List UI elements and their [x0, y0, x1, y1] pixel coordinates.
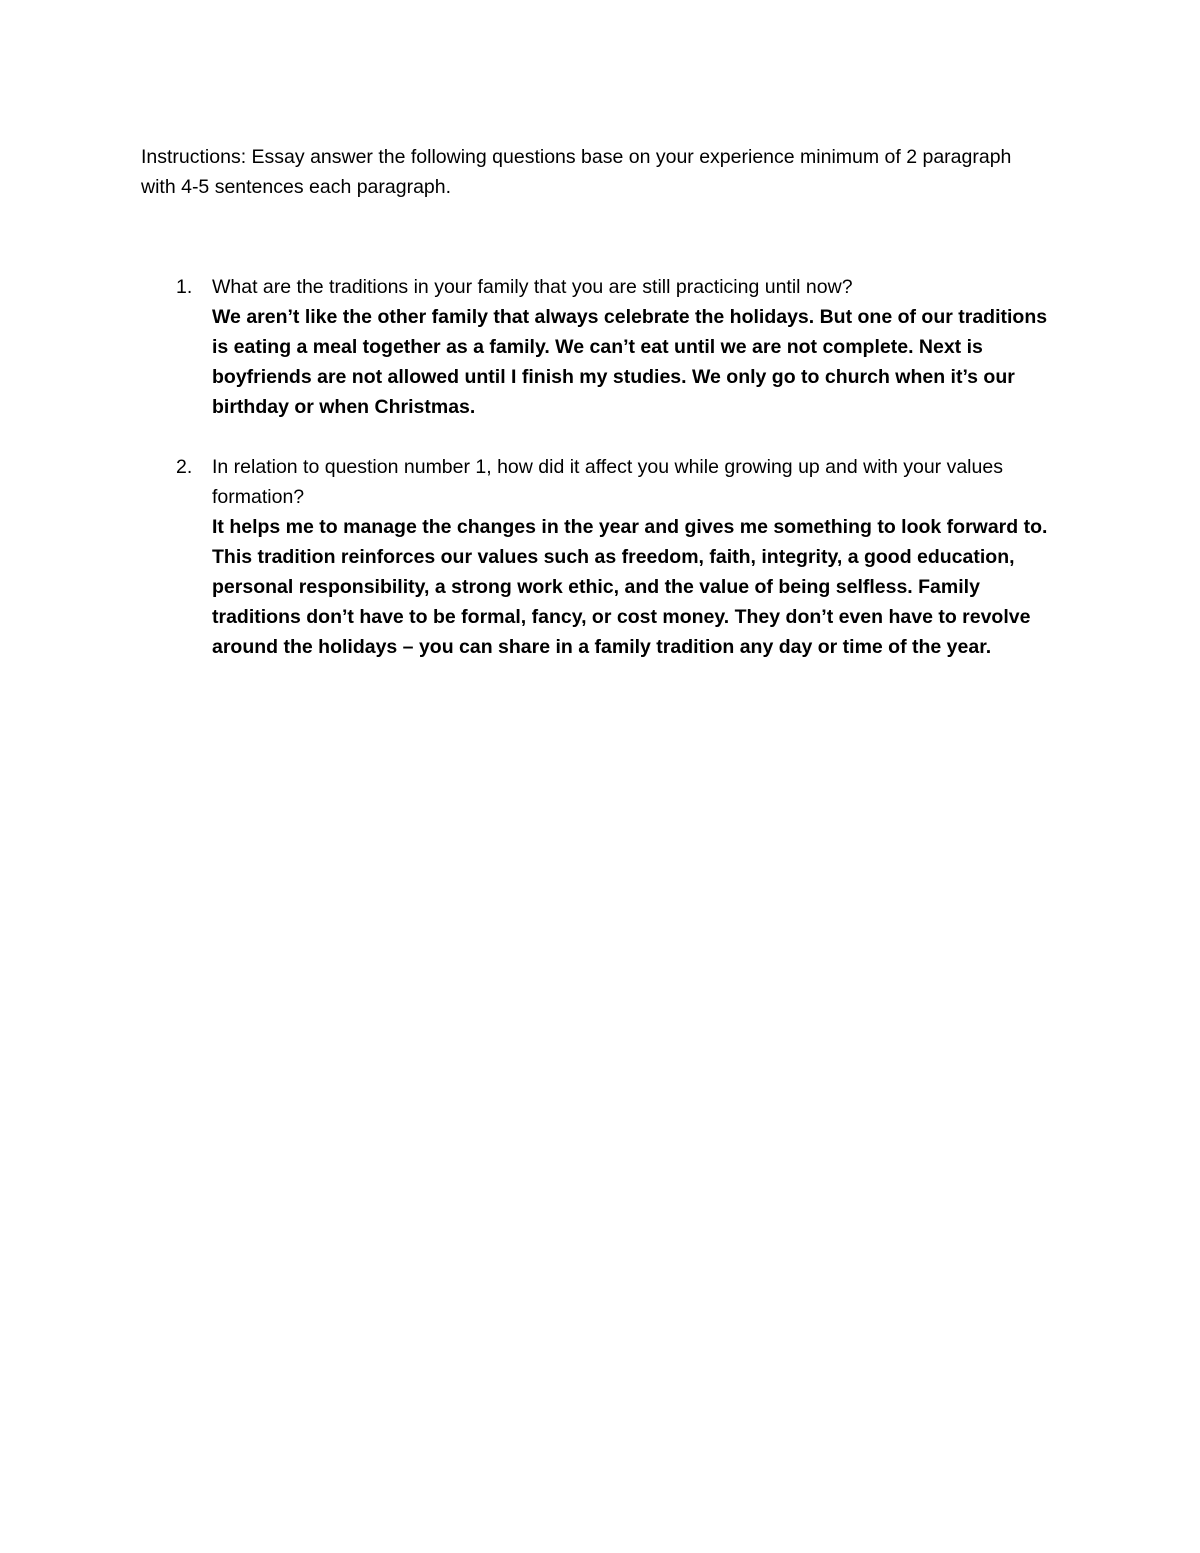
- question-number: 2.: [176, 456, 193, 478]
- question-item-1: [141, 272, 1061, 422]
- question-text: In relation to question number 1, how did it affect you while growing up and with your values formation?: [212, 456, 1003, 508]
- instructions-text: Instructions: Essay answer the following questions base on your experience minimum of 2 paragraph with 4-5 sentences each paragraph.: [141, 146, 1012, 198]
- question-number: 1.: [176, 276, 193, 298]
- question-text: What are the traditions in your family that you are still practicing until now?: [212, 276, 853, 298]
- question-list: [141, 272, 1061, 692]
- answer-text: We aren’t like the other family that always celebrate the holidays. But one of our traditions is eating a meal together as a family. We can’t eat until we are not complete. Next is boyfriends are not allowed until I finish my studies. We only go to church when it’s our birthday or when Christmas.: [212, 306, 1048, 418]
- answer-text: It helps me to manage the changes in the year and gives me something to look forward to. This tradition reinforces our values such as freedom, faith, integrity, a good education, personal responsibility, a strong work ethic, and the value of being selfless. Family traditions don’t have to be formal, fancy, or cost money. They don’t even have to revolve around the holidays – you can share in a family tradition any day or time of the year.: [212, 516, 1048, 658]
- question-item-2: [141, 452, 1061, 662]
